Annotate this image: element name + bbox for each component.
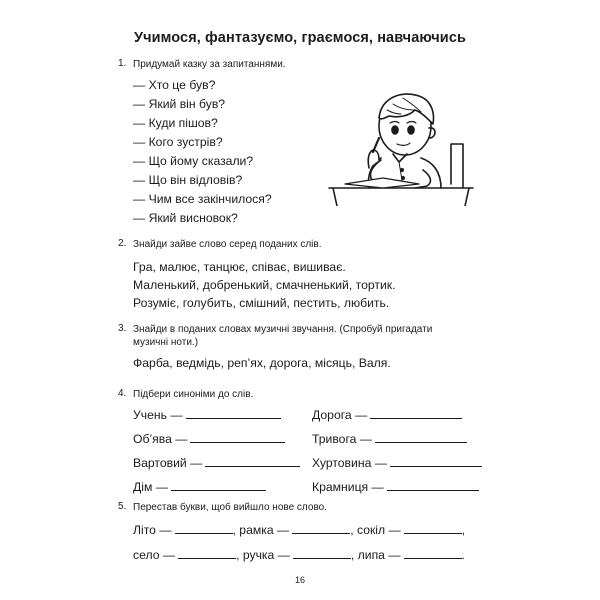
question-item: — Кого зустрів? [133, 135, 223, 149]
answer-blank[interactable] [404, 546, 462, 559]
synonym-word: Крамниця — [312, 480, 384, 494]
task-instruction: Перестав букви, щоб вийшло нове слово. [133, 502, 327, 513]
synonym-item [133, 478, 266, 494]
boy-writing-illustration [323, 88, 475, 206]
answer-blank[interactable] [190, 430, 285, 443]
task-number: 1. [118, 58, 127, 69]
task-instruction: Підбери синоніми до слів. [133, 389, 254, 400]
synonym-word: Хуртовина — [312, 456, 387, 470]
answer-blank[interactable] [404, 521, 462, 534]
word-line: Маленький, добренький, смачненький, тортик. [133, 278, 396, 292]
synonym-item [133, 454, 300, 470]
answer-blank[interactable] [171, 478, 266, 491]
synonym-item [312, 430, 467, 446]
question-item: — Що він відловів? [133, 173, 243, 187]
synonym-item [133, 406, 281, 422]
rearrange-word: село — [133, 548, 176, 562]
task-instruction-continued: музичні ноти.) [133, 337, 199, 348]
answer-blank[interactable] [390, 454, 482, 467]
task-instruction: Придумай казку за запитаннями. [133, 59, 286, 70]
task-number: 2. [118, 238, 127, 249]
answer-blank[interactable] [292, 521, 350, 534]
task-number: 3. [118, 323, 127, 334]
question-item: — Куди пішов? [133, 116, 218, 130]
answer-blank[interactable] [205, 454, 300, 467]
task-number: 5. [118, 501, 127, 512]
synonym-item [312, 406, 462, 422]
rearrange-row [133, 521, 465, 537]
answer-blank[interactable] [387, 478, 479, 491]
row-end-punctuation: , [461, 523, 466, 537]
word-line: Розуміє, голубить, смішний, пестить, любить. [133, 296, 390, 310]
rearrange-word: , ручка — [236, 548, 290, 562]
question-item: — Що йому сказали? [133, 154, 254, 168]
question-item: — Який висновок? [133, 211, 238, 225]
synonym-word: Дім — [133, 480, 168, 494]
task-instruction: Знайди зайве слово серед поданих слів. [133, 239, 322, 250]
answer-blank[interactable] [370, 406, 462, 419]
rearrange-word: , рамка — [232, 523, 290, 537]
word-line: Фарба, ведмідь, реп’ях, дорога, місяць, Валя. [133, 356, 391, 370]
synonym-item [312, 454, 482, 470]
synonym-item [133, 430, 285, 446]
rearrange-word: , сокіл — [350, 523, 401, 537]
synonym-word: Об’ява — [133, 432, 188, 446]
page-title: Учимося, фантазуємо, граємося, навчаючись [133, 30, 466, 46]
answer-blank[interactable] [178, 546, 236, 559]
answer-blank[interactable] [186, 406, 281, 419]
synonym-word: Учень — [133, 408, 183, 422]
answer-blank[interactable] [375, 430, 467, 443]
synonym-word: Вартовий — [133, 456, 203, 470]
rearrange-word: Літо — [133, 523, 172, 537]
synonym-word: Тривога — [312, 432, 372, 446]
synonym-word: Дорога — [312, 408, 368, 422]
question-item: — Хто це був? [133, 78, 216, 92]
question-item: — Який він був? [133, 97, 226, 111]
word-line: Гра, малює, танцює, співає, вишиває. [133, 260, 346, 274]
row-end-punctuation: . [461, 548, 465, 562]
rearrange-row [133, 546, 465, 562]
rearrange-word: , липа — [350, 548, 401, 562]
task-instruction: Знайди в поданих словах музичні звучання. (Спробуй пригадати [133, 324, 433, 335]
synonym-item [312, 478, 479, 494]
task-number: 4. [118, 388, 127, 399]
answer-blank[interactable] [175, 521, 233, 534]
page-number: 16 [294, 575, 305, 585]
question-item: — Чим все закінчилося? [133, 192, 272, 206]
answer-blank[interactable] [293, 546, 351, 559]
